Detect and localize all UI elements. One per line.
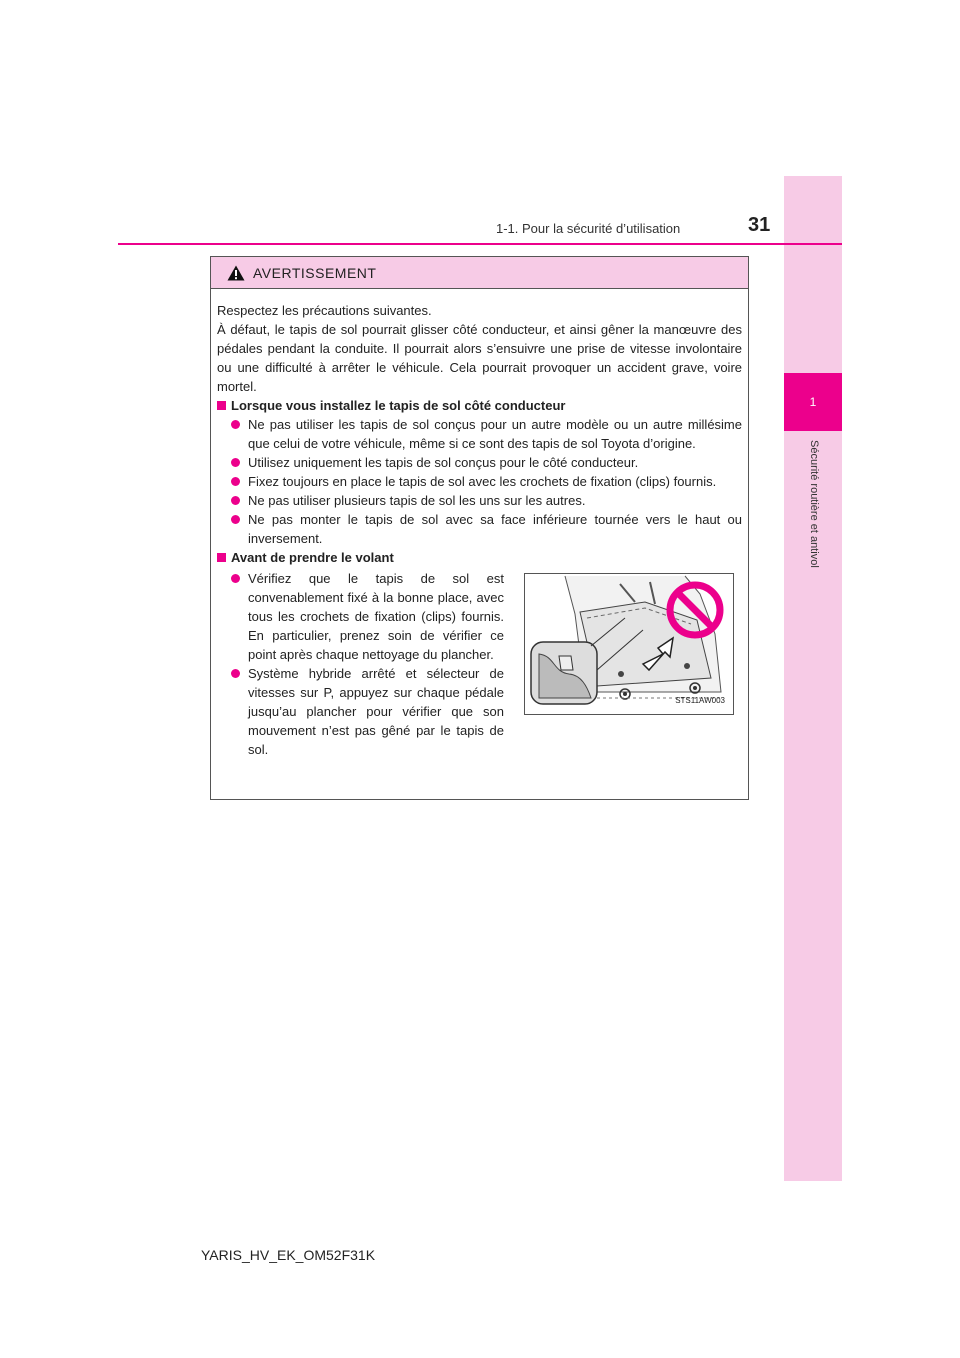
bullet-dot-icon — [231, 515, 240, 524]
section2-bullets — [217, 569, 504, 759]
warning-title: AVERTISSEMENT — [253, 264, 377, 281]
bullet-dot-icon — [231, 496, 240, 505]
floor-mat-illustration — [524, 573, 734, 715]
section2-content — [217, 569, 742, 759]
chapter-title: Sécurité routière et antivol — [808, 440, 820, 568]
bullet-dot-icon — [231, 574, 240, 583]
warning-body — [211, 289, 748, 759]
bullet-dot-icon — [231, 458, 240, 467]
header-divider — [118, 243, 842, 245]
bullet-item: Ne pas utiliser les tapis de sol conçus pour un autre modèle ou un autre millésime que celui de votre véhicule, même si ce sont des tapis de sol Toyota d’origine. — [217, 415, 742, 453]
section-heading: Lorsque vous installez le tapis de sol côté conducteur — [217, 396, 742, 415]
bullet-dot-icon — [231, 669, 240, 678]
bullet-item: Vérifiez que le tapis de sol est convenablement fixé à la bonne place, avec tous les crochets de fixation (clips) fournis. En particulier, prenez soin de vérifier ce point après chaque nettoyage du plancher. — [217, 569, 504, 664]
section-heading: Avant de prendre le volant — [217, 548, 742, 567]
warning-box — [210, 256, 749, 800]
bullet-item: Ne pas monter le tapis de sol avec sa face inférieure tournée vers le haut ou inversement. — [217, 510, 742, 548]
chapter-number: 1 — [784, 373, 842, 431]
section-square-icon — [217, 401, 226, 410]
illustration-code: STS11AW003 — [675, 696, 725, 705]
page-number: 31 — [748, 214, 771, 236]
bullet-item: Système hybride arrêté et sélecteur de vitesses sur P, appuyez sur chaque pédale jusqu’au plancher pour vérifier que son mouvement n’est pas gêné par le tapis de sol. — [217, 664, 504, 759]
warning-header — [211, 257, 748, 289]
bullet-dot-icon — [231, 420, 240, 429]
bullet-dot-icon — [231, 477, 240, 486]
warning-triangle-icon — [227, 265, 245, 281]
bullet-item: Fixez toujours en place le tapis de sol avec les crochets de fixation (clips) fournis. — [217, 472, 742, 491]
prohibited-icon — [665, 580, 725, 640]
intro-line: Respectez les précautions suivantes. — [217, 303, 432, 318]
section-title: 1-1. Pour la sécurité d’utilisation — [496, 221, 681, 236]
intro-paragraph: À défaut, le tapis de sol pourrait glisser côté conducteur, et ainsi gêner la manœuvre des pédales pendant la conduite. Il pourrait alors s’ensuivre une prise de vitesse involontaire ou une difficulté à arrêter le véhicule. Cela pourrait provoquer un accident grave, voire mortel. — [217, 322, 742, 394]
section-square-icon — [217, 553, 226, 562]
chapter-title-container — [784, 440, 842, 690]
bullet-item: Ne pas utiliser plusieurs tapis de sol les uns sur les autres. — [217, 491, 742, 510]
bullet-item: Utilisez uniquement les tapis de sol conçus pour le côté conducteur. — [217, 453, 742, 472]
footer-doc-code: YARIS_HV_EK_OM52F31K — [201, 1247, 376, 1263]
